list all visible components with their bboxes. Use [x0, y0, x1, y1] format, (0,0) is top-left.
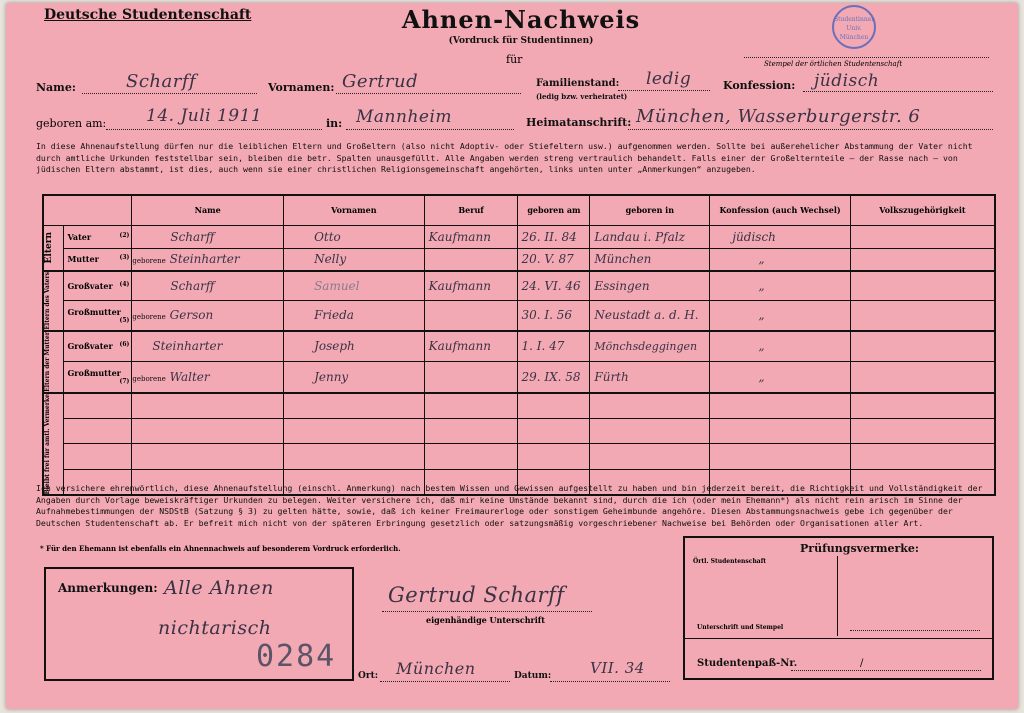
cell-ort: Essingen [590, 271, 710, 301]
familienstand-value: ledig [646, 69, 692, 89]
page-title: Ahnen-Nachweis [401, 5, 641, 34]
ancestry-table [42, 194, 996, 496]
document-sheet [6, 3, 1018, 709]
university-stamp: Studentinnen Univ. München [832, 5, 876, 49]
cell-name: Scharff [132, 225, 284, 248]
anmerkungen-text2: nichtarisch [158, 617, 272, 639]
row-role: Großvater [67, 341, 113, 352]
cell-vorname: Jenny [284, 362, 425, 393]
table-row [43, 362, 995, 393]
table-row [43, 331, 995, 362]
anmerkungen-box [44, 567, 354, 681]
geborene-label: geborene [132, 374, 166, 383]
cell-ort: Landau i. Pfalz [590, 225, 710, 248]
row-role: Großmutter [67, 306, 121, 317]
archive-number: 0284 [256, 639, 337, 674]
col-name: Name [132, 195, 284, 225]
row-num: (2) [119, 231, 130, 239]
cell-vorname: Otto [284, 225, 425, 248]
geburtsort-value: Mannheim [356, 107, 453, 127]
cell-datum: 20. V. 87 [518, 248, 590, 271]
row-role: Großvater [67, 281, 113, 292]
cell-name: Walter [169, 369, 210, 384]
datum-value: VII. 34 [590, 659, 645, 677]
pruefung-title: Prüfungsvermerke: [800, 542, 919, 555]
cell-konfession: „ [710, 248, 851, 271]
col-volkszugehoerigkeit: Volkszugehörigkeit [850, 195, 995, 225]
anmerkungen-text1: Alle Ahnen [164, 577, 274, 599]
cell-konfession: jüdisch [710, 225, 851, 248]
cell-vorname: Samuel [284, 271, 425, 301]
cell-konfession: „ [710, 301, 851, 331]
cell-datum: 1. I. 47 [518, 331, 590, 362]
stamp-caption: Stempel der örtlichen Studentenschaft [764, 60, 903, 68]
row-num: (3) [119, 254, 130, 262]
cell-datum: 24. VI. 46 [518, 271, 590, 301]
geborene-label: geborene [132, 313, 166, 322]
group-eltern-vater: Eltern des Vaters [44, 272, 51, 330]
cell-name: Gerson [169, 308, 214, 323]
signature: Gertrud Scharff [388, 583, 565, 607]
table-row [43, 225, 995, 248]
heimat-label: Heimatanschrift: [526, 116, 632, 129]
row-role: Mutter [67, 254, 99, 265]
footnote: * Für den Ehemann ist ebenfalls ein Ahnennachweis auf besonderem Vordruck erforderlich. [40, 544, 401, 553]
col-beruf: Beruf [424, 195, 518, 225]
row-role: Großmutter [67, 368, 121, 379]
cell-name: Steinharter [132, 331, 284, 362]
ort-value: München [396, 659, 476, 678]
group-amtliche-vermerke: Bleibt frei für amtl. Vermerke [44, 393, 51, 494]
table-row [43, 271, 995, 301]
name-value: Scharff [126, 71, 197, 92]
cell-konfession: „ [710, 271, 851, 301]
konfession-value: jüdisch [814, 71, 880, 91]
cell-vorname: Joseph [284, 331, 425, 362]
fuer-label: für [506, 53, 523, 66]
pruefungsvermerke-box [683, 536, 994, 680]
cell-vorname: Frieda [284, 301, 425, 331]
in-label: in: [326, 117, 343, 130]
row-num: (6) [119, 341, 130, 349]
cell-beruf: Kaufmann [424, 225, 518, 248]
studentenpass-label: Studentenpaß-Nr. [697, 658, 798, 669]
familienstand-hint: (ledig bzw. verheiratet) [536, 92, 628, 101]
familienstand-label: Familienstand: [536, 78, 620, 89]
row-num: (4) [119, 281, 130, 289]
col-konfession: Konfession (auch Wechsel) [710, 195, 851, 225]
table-row [43, 301, 995, 331]
signature-label: eigenhändige Unterschrift [426, 615, 545, 625]
cell-datum: 26. II. 84 [518, 225, 590, 248]
heimat-value: München, Wasserburgerstr. 6 [636, 106, 921, 127]
datum-label: Datum: [514, 671, 552, 681]
cell-ort: Neustadt a. d. H. [590, 301, 710, 331]
cell-beruf: Kaufmann [424, 271, 518, 301]
cell-datum: 29. IX. 58 [518, 362, 590, 393]
cell-konfession: „ [710, 331, 851, 362]
vorname-label: Vornamen: [268, 81, 335, 94]
row-num: (7) [119, 378, 130, 386]
col-geboren-in: geboren in [590, 195, 710, 225]
col-geboren-am: geboren am [518, 195, 590, 225]
studentenpass-separator: / [860, 658, 864, 669]
cell-name: Scharff [132, 271, 284, 301]
geboren-label: geboren am: [36, 117, 107, 130]
oertl-studentenschaft-label: Örtl. Studentenschaft [693, 558, 767, 565]
ort-label: Ort: [358, 671, 379, 681]
unterschrift-label: Unterschrift und Stempel [697, 624, 784, 631]
declaration-text: Ich versichere ehrenwörtlich, diese Ahnenaufstellung (einschl. Anmerkung) nach bestem Wissen und Gewissen aufgestellt zu haben und bin jederzeit bereit, die Richtigkeit und Vollständigkeit der Angaben durch Vorlage beweiskräftiger Urkunden zu belegen. Weiter versichere ich, daß mir keine Umstände bekannt sind, durch die ich (oder mein Ehemann*) als nicht rein arisch im Sinne der Aufnahmebestimmungen der NSDStB (Satzung § 3) zu gelten hätte, sowie, daß ich keiner Freimaurerloge oder sonstigem Geheimbunde angehöre. Diesen Abstammungsnachweis gebe ich gegenüber der Deutschen Studentenschaft ab. Er befreit mich nicht von der späteren Erbringung gesetzlich oder satzungsmäßig vorgeschriebener Nachweise bei Behörden oder Organisationen aller Art. [36, 483, 983, 528]
anmerkungen-label: Anmerkungen: [58, 581, 158, 595]
row-role: Vater [67, 231, 92, 242]
intro-text: In diese Ahnenaufstellung dürfen nur die leiblichen Eltern und Großeltern (also nicht Adoptiv- oder Stiefeltern usw.) aufgenommen werden. Sollte bei außerehelicher Abstammung der Vater nicht durch amtliche Urkunden feststellbar sein, bleiben die betr. Spalten unausgefüllt. Alle Angaben werden streng vertraulich behandelt. Falls einer der Großelternteile – der Rasse nach – von jüdischen Eltern abstammt, ist dies, auch wenn sie einer christlichen Religionsgemeinschaft angehörten, links unten unter „Anmerkungen“ anzugeben. [36, 141, 973, 174]
row-num: (5) [119, 316, 130, 324]
table-row [43, 248, 995, 271]
cell-datum: 30. I. 56 [518, 301, 590, 331]
cell-vorname: Nelly [284, 248, 425, 271]
name-label: Name: [36, 81, 76, 94]
cell-name: Steinharter [169, 252, 240, 267]
group-eltern: Eltern [44, 232, 54, 264]
col-vornamen: Vornamen [284, 195, 425, 225]
konfession-label: Konfession: [723, 79, 796, 92]
geborene-label: geborene [132, 257, 166, 266]
group-eltern-mutter: Eltern der Mutter [44, 331, 51, 392]
cell-ort: Mönchsdeggingen [590, 331, 710, 362]
cell-ort: München [590, 248, 710, 271]
cell-ort: Fürth [590, 362, 710, 393]
cell-konfession: „ [710, 362, 851, 393]
geboren-value: 14. Juli 1911 [146, 106, 263, 126]
cell-beruf: Kaufmann [424, 331, 518, 362]
page-subtitle: (Vordruck für Studentinnen) [448, 36, 594, 46]
vorname-value: Gertrud [342, 71, 419, 92]
org-name: Deutsche Studentenschaft [44, 7, 252, 23]
